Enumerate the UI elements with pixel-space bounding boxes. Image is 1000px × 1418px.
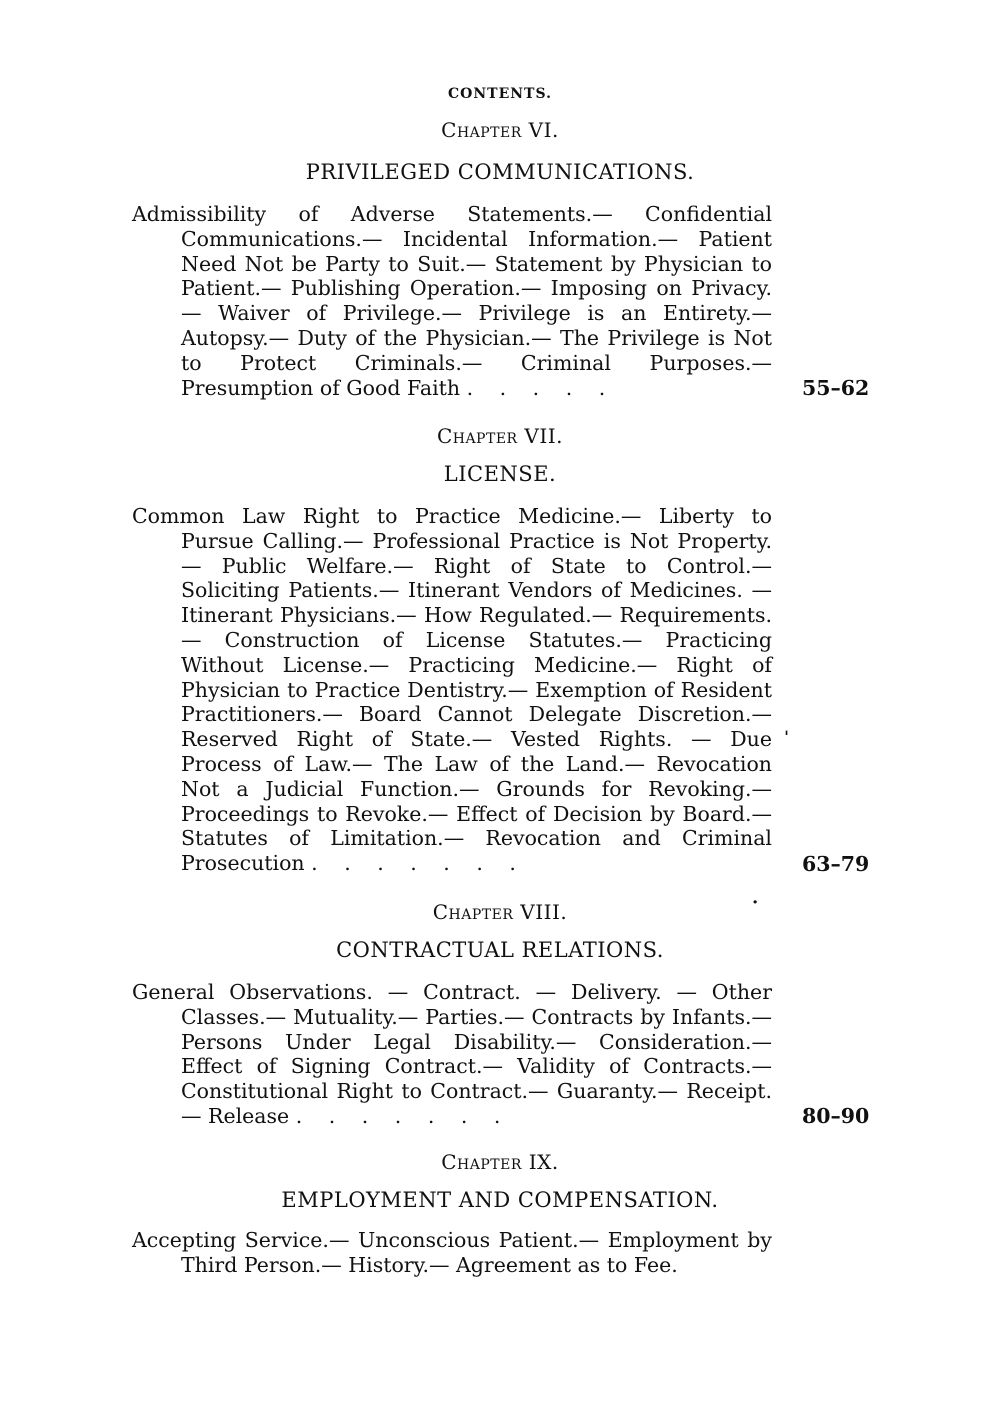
- dot-leader: . . . . . . .: [311, 851, 526, 876]
- chapter-title: PRIVILEGED COMMUNICATIONS.: [305, 160, 695, 184]
- page-range: 80–90: [802, 1104, 870, 1128]
- chapter-label: Chapter VIII.: [432, 900, 568, 924]
- chapter-topics: [132, 1228, 772, 1278]
- chapter-label: Chapter VI.: [441, 118, 559, 142]
- speck-mark-icon: ·: [752, 892, 759, 913]
- chapter-label: Chapter VII.: [436, 424, 564, 448]
- chapter-topics: [132, 202, 772, 400]
- running-head: CONTENTS.: [448, 86, 552, 102]
- chapter-title: CONTRACTUAL RELATIONS.: [336, 938, 664, 962]
- dot-leader: . . . . .: [466, 375, 616, 400]
- topics-text: Admissibility of Adverse Statements.— Confidential Communications.— Incidental Information.— Patient Need Not be Party to Suit.— Statement by Physician to Patient.— Publishing Operation.— Imposing on Privacy.— Waiver of Privilege.— Privilege is an Entirety.— Autopsy.— Duty of the Physician.— The Privilege is Not to Protect Criminals.— Criminal Purposes.— Presumption of Good Faith: [132, 202, 772, 400]
- chapter-label: Chapter IX.: [441, 1150, 559, 1174]
- topics-text: Accepting Service.— Unconscious Patient.— Employment by Third Person.— History.— Agreement as to Fee.: [132, 1228, 772, 1277]
- stray-mark-icon: ˈ: [784, 728, 790, 749]
- chapter-topics: [132, 980, 772, 1129]
- dot-leader: . . . . . . .: [295, 1103, 511, 1128]
- page-range: 63–79: [802, 852, 870, 876]
- chapter-title: LICENSE.: [443, 462, 557, 486]
- topics-text: Common Law Right to Practice Medicine.— Liberty to Pursue Calling.— Professional Practice is Not Property.— Public Welfare.— Right of State to Control.— Soliciting Patients.— Itinerant Vendors of Medicines. — Itinerant Physicians.— How Regulated.— Requirements.— Construction of License Statutes.— Practicing Without License.— Practicing Medicine.— Right of Physician to Practice Dentistry.— Exemption of Resident Practitioners.— Board Cannot Delegate Discretion.— Reserved Right of State.— Vested Rights. — Due Process of Law.— The Law of the Land.— Revocation Not a Judicial Function.— Grounds for Revoking.— Proceedings to Revoke.— Effect of Decision by Board.— Statutes of Limitation.— Revocation and Criminal Prosecution: [132, 504, 772, 876]
- chapter-topics: [132, 504, 772, 876]
- page-range: 55–62: [802, 376, 870, 400]
- topics-text: General Observations. — Contract. — Delivery. — Other Classes.— Mutuality.— Parties.— Contracts by Infants.— Persons Under Legal Disability.— Consideration.— Effect of Signing Contract.— Validity of Contracts.— Constitutional Right to Contract.— Guaranty.— Receipt.— Release: [132, 980, 772, 1128]
- chapter-title: EMPLOYMENT AND COMPENSATION.: [281, 1188, 719, 1212]
